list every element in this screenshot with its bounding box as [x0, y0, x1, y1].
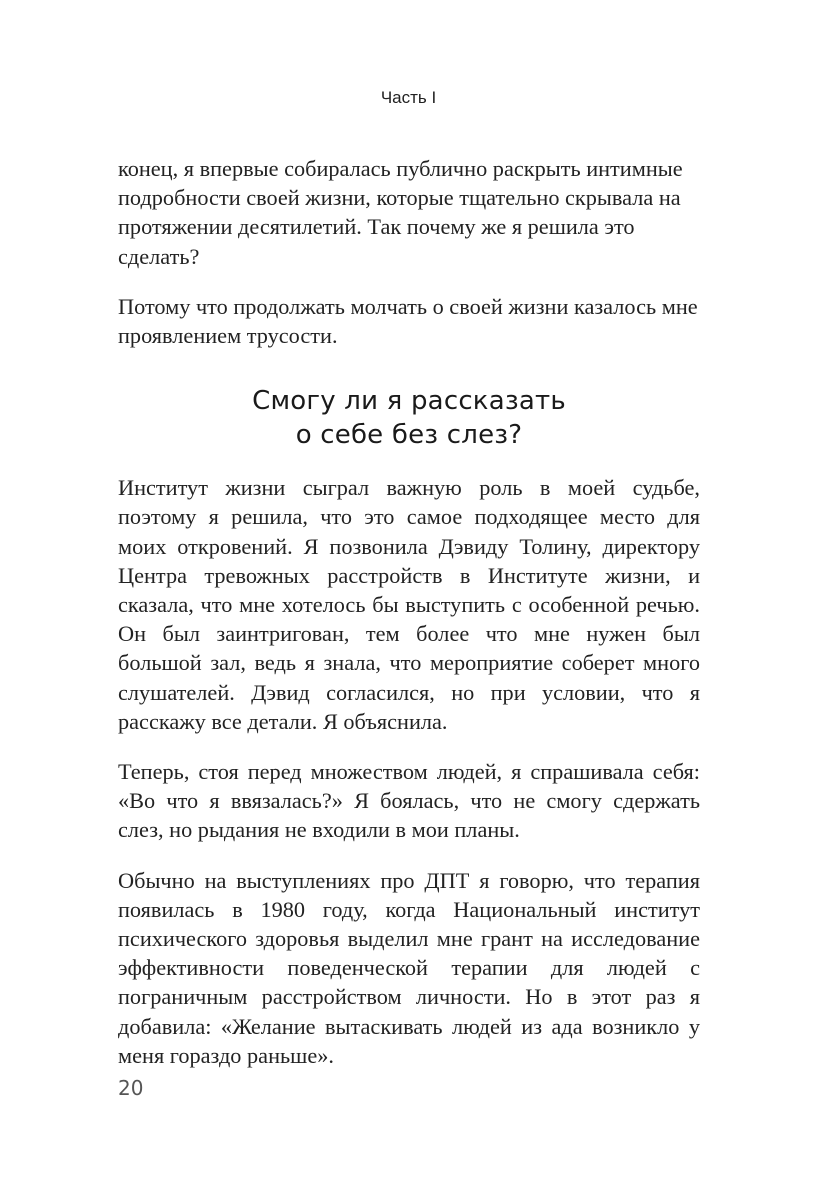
paragraph: конец, я впервые собиралась публично раскрыть интимные подробности своей жизни, которые тщательно скрывала на протяжении десятилетий. Так почему же я решила это сделать?	[118, 156, 683, 269]
page-body	[118, 154, 700, 1091]
section-heading-line-2: о себе без слез?	[295, 420, 523, 451]
section-heading	[118, 384, 700, 452]
paragraph: Потому что продолжать молчать о своей жизни казалось мне проявлением трусости.	[118, 293, 698, 349]
paragraph: Обычно на выступлениях про ДПТ я говорю, что терапия появилась в 1980 году, когда Национальный институт психического здоровья выделил мне грант на исследование эффективности поведенческой терапии для людей с пограничным расстройством личности. Но в этот раз я добавила: «Желание вытаскивать людей из ада возникло у меня гораздо раньше».	[118, 867, 700, 1068]
section-heading-line-1: Смогу ли я рассказать	[252, 386, 566, 417]
running-head: Часть I	[380, 88, 437, 107]
paragraph: Институт жизни сыграл важную роль в моей судьбе, поэтому я решила, что это самое подходящее место для моих откровений. Я позвонила Дэвиду Толину, директору Центра тревожных расстройств в Институте жизни, и сказала, что мне хотелось бы выступить с особенной речью. Он был заинтригован, тем более что мне нужен был большой зал, ведь я знала, что мероприятие соберет много слушателей. Дэвид согласился, но при условии, что я расскажу все детали. Я объяснила.	[118, 475, 700, 734]
page-number: 20	[118, 1076, 144, 1100]
paragraph: Теперь, стоя перед множеством людей, я спрашивала себя: «Во что я ввязалась?» Я боялась, что не смогу сдержать слез, но рыдания не входили в мои планы.	[118, 759, 700, 843]
